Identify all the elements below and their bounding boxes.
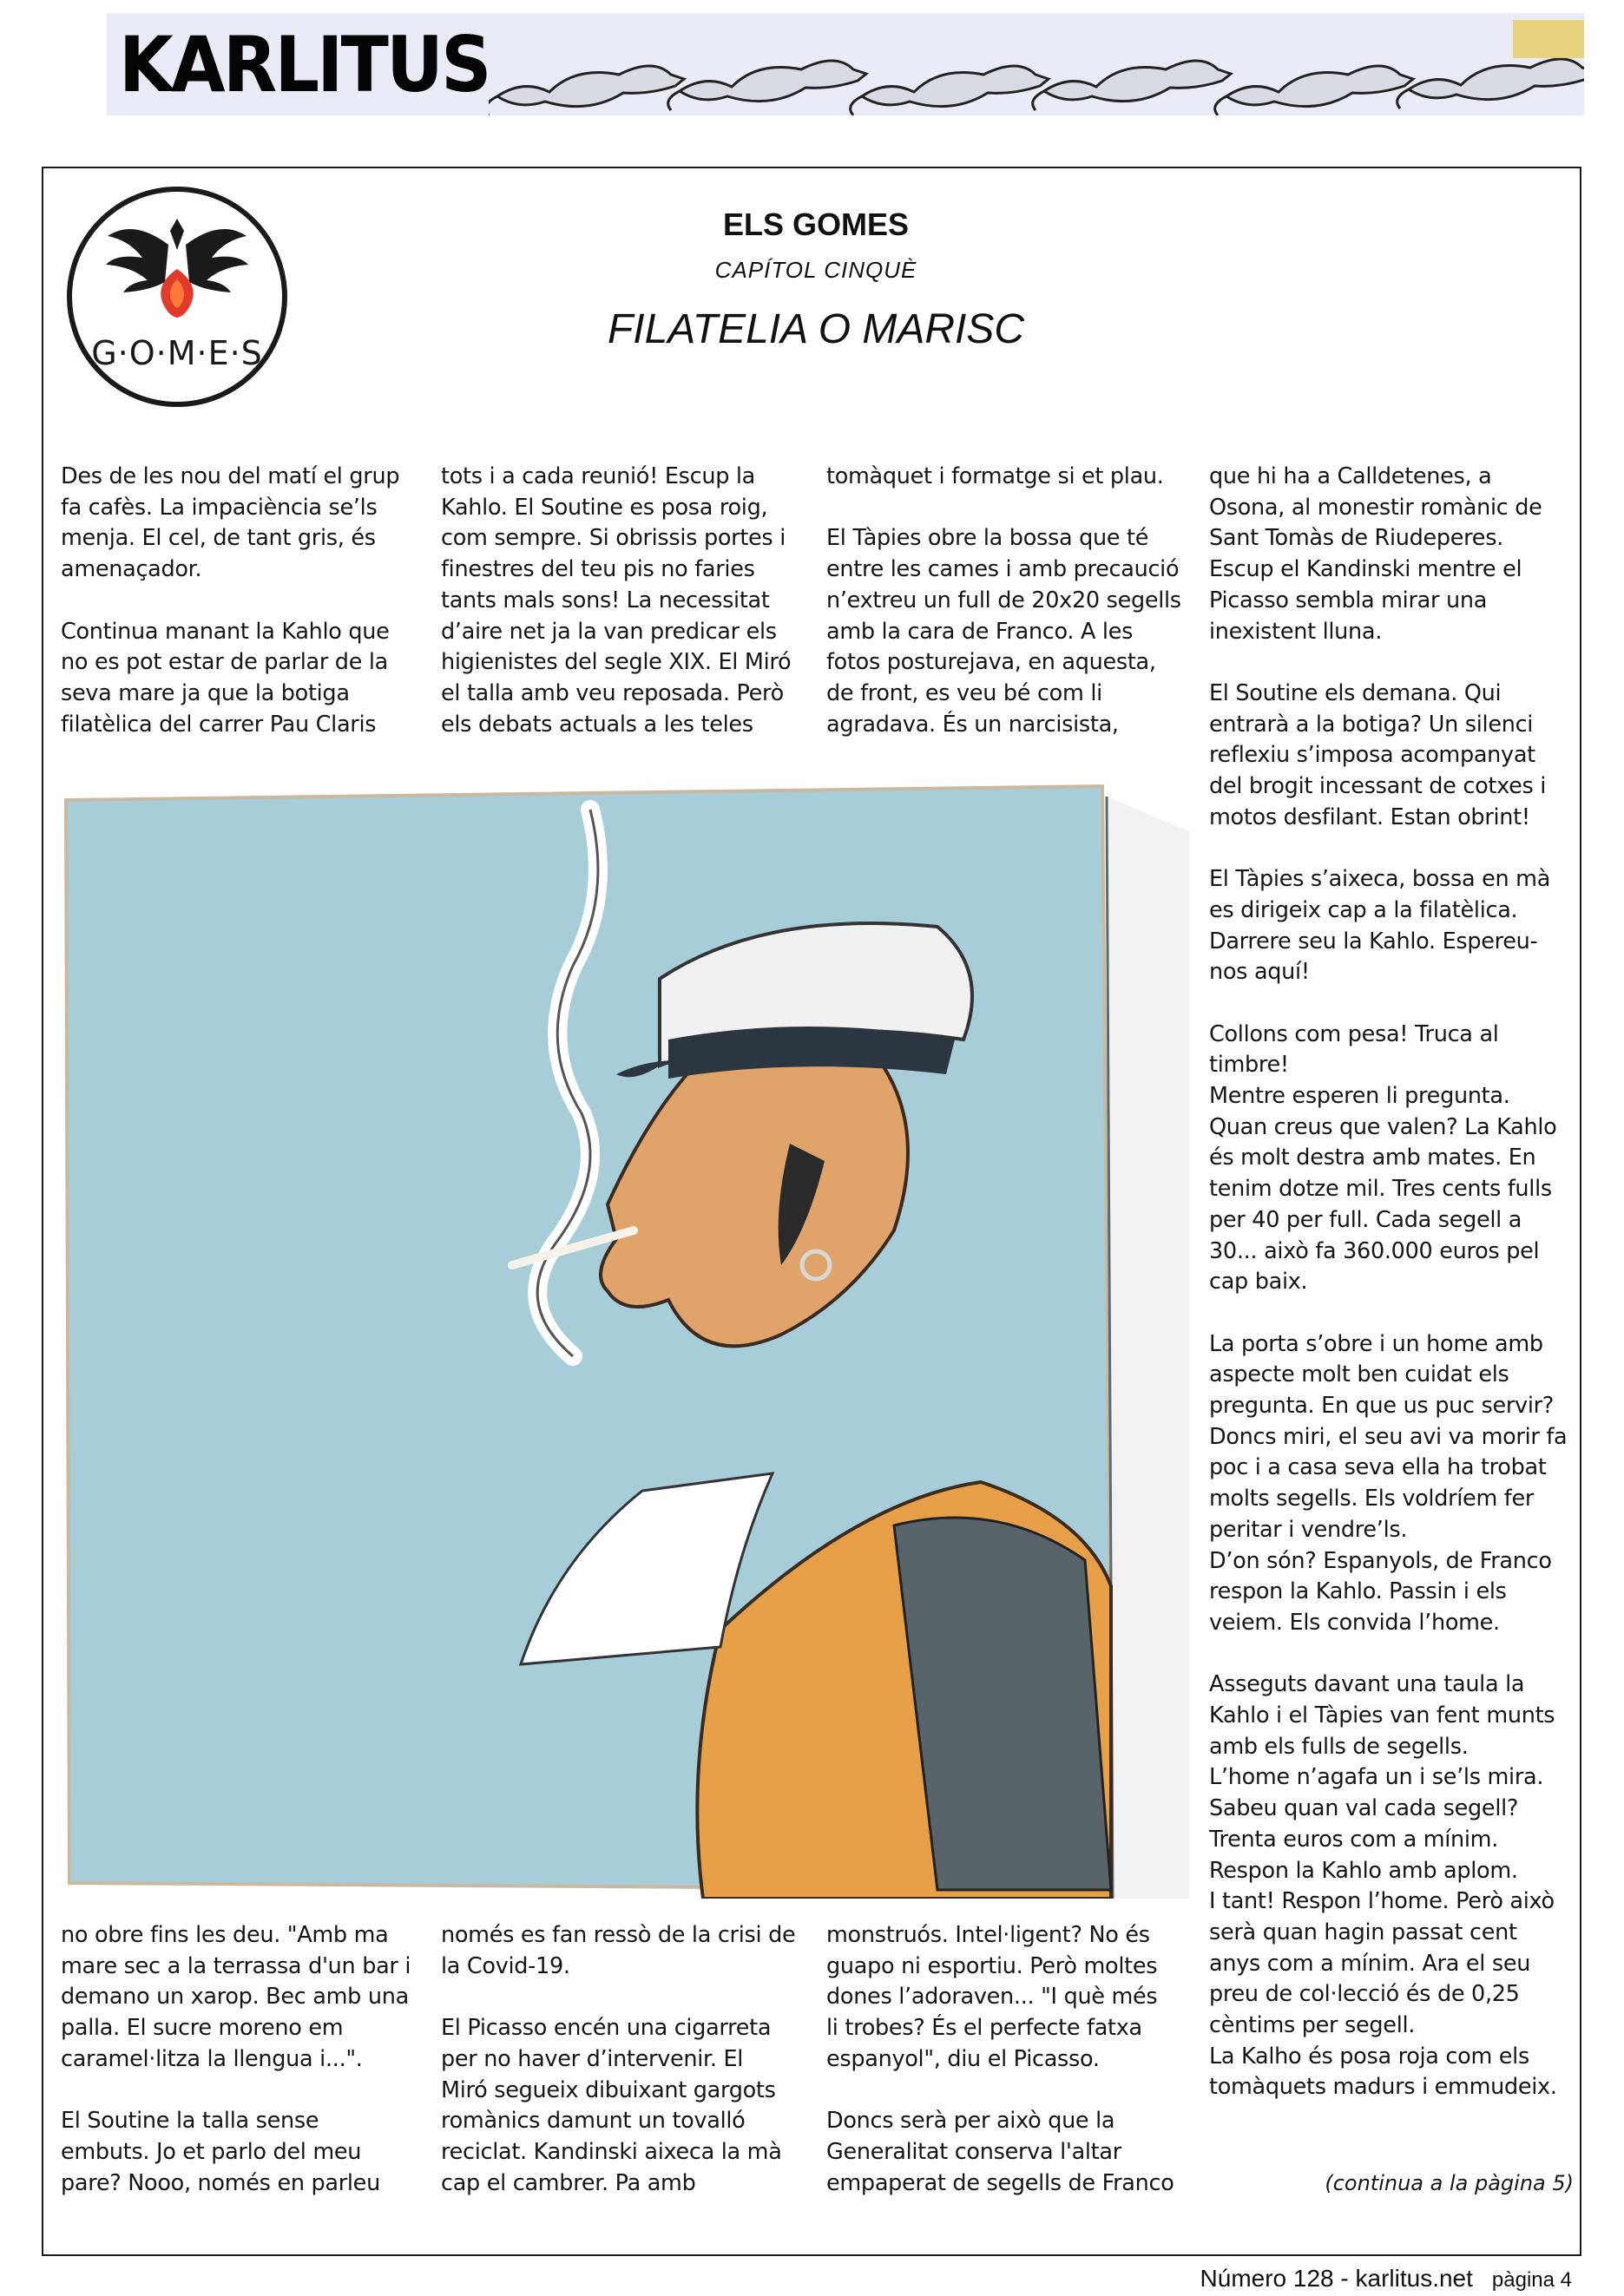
paragraph: no obre fins les deu. "Amb ma mare sec a la terrassa d'un bar i demano un xarop. Bec amb una palla. El sucre moreno em caramel·litza la llengua i...". <box>61 1922 411 2072</box>
column-3-top <box>826 462 1182 740</box>
paragraph: monstruós. Intel·ligent? No és guapo ni esportiu. Però moltes dones l’adoraven... "I què més li trobes? És el perfecte fatxa espanyol", diu el Picasso. <box>826 1922 1158 2072</box>
column-3-bottom <box>826 1920 1182 2199</box>
chapter-label: CAPÍTOL CINQUÈ <box>714 257 917 283</box>
paragraph: tomàquet i formatge si et plau. <box>826 463 1164 489</box>
paragraph: tots i a cada reunió! Escup la Kahlo. El Soutine es posa roig, com sempre. Si obrissis portes i finestres del teu pis no faries tants mals sons! La necessitat d’aire net ja la van predicar els higienistes del segle XIX. El Miró el talla amb veu reposada. Però els debats actuals a les teles <box>441 463 792 738</box>
paragraph: El Soutine els demana. Qui entrarà a la botiga? Un silenci reflexiu s’imposa acompanyat del brogit incessant de cotxes i motos desfilant. Estan obrint! <box>1209 679 1547 830</box>
continuation-note: (continua a la pàgina 5) <box>1325 2171 1574 2195</box>
rat-icon <box>668 61 866 110</box>
page-number: pàgina 4 <box>1491 2268 1572 2292</box>
column-1-top <box>61 462 417 740</box>
gomes-logo <box>64 184 290 410</box>
series-title: ELS GOMES <box>722 207 910 242</box>
paragraph: només es fan ressò de la crisi de la Covid-19. <box>441 1922 796 1979</box>
paragraph: que hi ha a Calldetenes, a Osona, al monestir romànic de Sant Tomàs de Riudeperes. Escup el Kandinski mentre el Picasso sembla mirar una inexistent lluna. <box>1209 463 1542 645</box>
paragraph: El Tàpies s’aixeca, bossa en mà es dirigeix cap a la filatèlica. Darrere seu la Kahlo. Espereu- nos aquí! <box>1209 866 1551 986</box>
issue-number: Número 128 - karlitus.net <box>1200 2265 1473 2292</box>
paragraph: El Soutine la talla sense embuts. Jo et parlo del meu pare? Nooo, només en parleu <box>61 2108 380 2196</box>
article-title: FILATELIA O MARISC <box>607 306 1025 352</box>
paragraph: La porta s’obre i un home amb aspecte molt ben cuidat els pregunta. En que us puc servir? Doncs miri, el seu avi va morir fa poc i a casa seva ella ha trobat molts segells. Els voldríem fer peritar i vendre’ls. D’on són? Espanyols, de Franco respon la Kahlo. Passin i els veiem. Els convida l’home. <box>1209 1330 1568 1636</box>
paragraph: El Picasso encén una cigarreta per no haver d’intervenir. El Miró segueix dibuixant gargots romànics damunt un tovalló reciclat. Kandinski aixeca la mà cap el cambrer. Pa amb <box>441 2015 782 2196</box>
column-4 <box>1209 462 1574 2103</box>
paragraph: Collons com pesa! Truca al timbre! Mentre esperen li pregunta. Quan creus que valen? La Kahlo és molt destra amb mates. En tenim dotze mil. Tres cents fulls per 40 per full. Cada segell a 30... això fa 360.000 euros pel cap baix. <box>1209 1020 1557 1296</box>
rat-frieze-illustration <box>489 20 1584 115</box>
rat-icon <box>851 66 1049 115</box>
masthead <box>107 13 1584 115</box>
paragraph: Doncs serà per això que la Generalitat conserva l'altar empaperat de segells de Franco <box>826 2108 1174 2196</box>
logo-text: G·O·M·E·S <box>91 334 263 372</box>
rat-icon <box>1033 61 1231 110</box>
rat-icon <box>1215 66 1413 115</box>
paragraph: El Tàpies obre la bossa que té entre les cames i amb precaució n’extreu un full de 20x20 segells amb la cara de Franco. A les fotos posturejava, en aquesta, de front, es veu bé com li agradava. És un narcisista, <box>826 525 1181 738</box>
paragraph: Des de les nou del matí el grup fa cafès. La impaciència se’ls menja. El cel, de tant gris, és amenaçador. <box>61 463 400 583</box>
masthead-title: KARLITUS <box>119 20 490 109</box>
corto-maltese-watercolor-illustration <box>61 779 1189 1899</box>
column-2-bottom <box>441 1920 797 2199</box>
paragraph: Continua manant la Kahlo que no es pot estar de parlar de la seva mare ja que la botiga filatèlica del carrer Pau Claris <box>61 618 390 738</box>
page-footer <box>1200 2265 1572 2293</box>
rat-icon <box>489 66 684 115</box>
column-2-top <box>441 462 797 740</box>
column-1-bottom <box>61 1920 417 2199</box>
rat-icon <box>1397 59 1584 108</box>
paragraph: Asseguts davant una taula la Kahlo i el Tàpies van fent munts amb els fulls de segells. L’home n’agafa un i se’ls mira. Sabeu quan val cada segell? Trenta euros com a mínim. Respon la Kahlo amb aplom. I tant! Respon l’home. Però això serà quan hagin passat cent anys com a mínim. Ara el seu preu de col·lecció és de 0,25 cèntims per segell. La Kalho és posa roja com els tomàquets madurs i emmudeix. <box>1209 1671 1557 2101</box>
